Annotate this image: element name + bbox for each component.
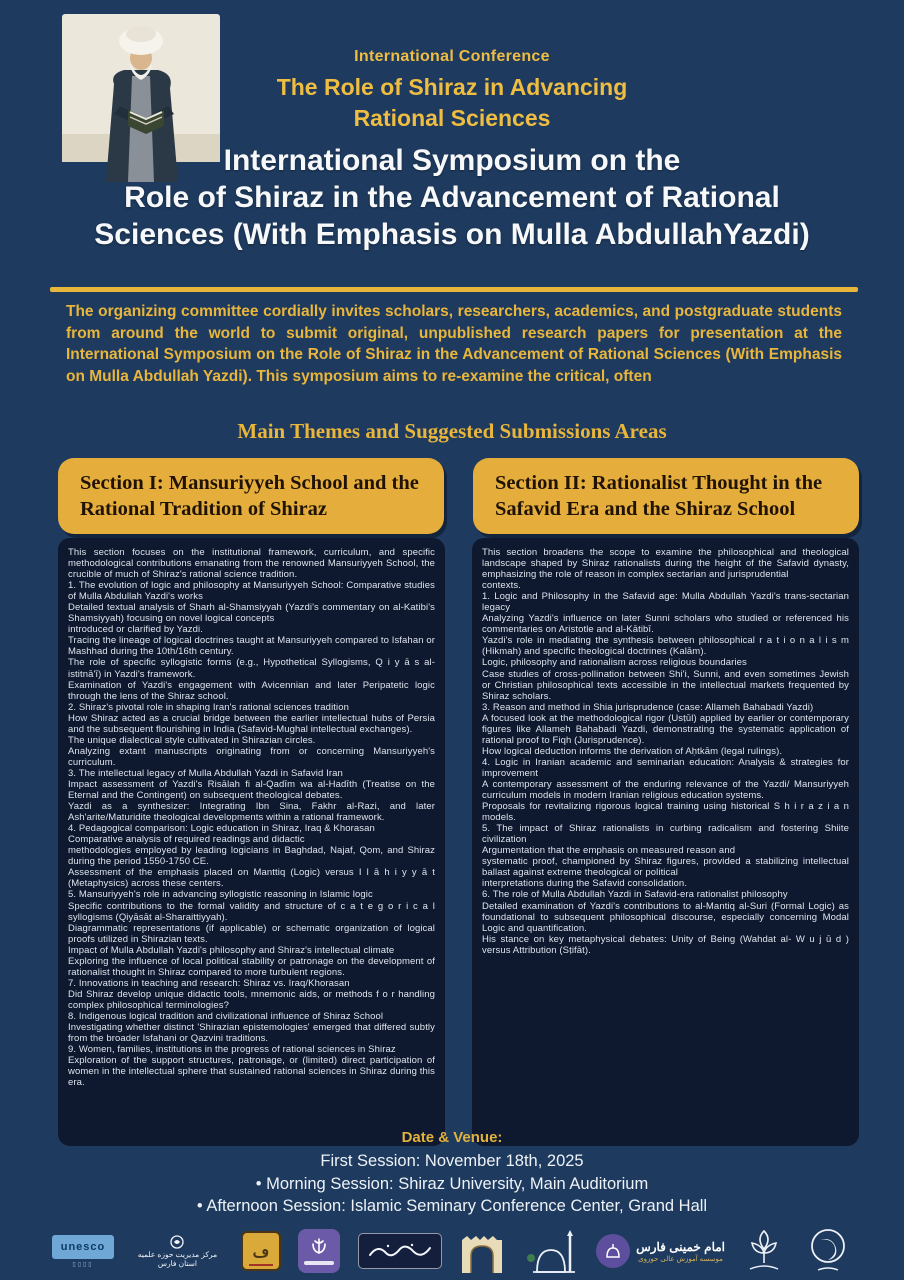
section-1-header: [58, 458, 444, 534]
section-1-paragraph: Detailed textual analysis of Sharh al-Shamsiyyah (Yazdi's commentary on al-Katibi's Shamsiyyah) focusing on novel logical concepts: [68, 602, 435, 625]
venue-line: • Morning Session: Shiraz University, Main Auditorium: [255, 1174, 649, 1193]
hawzeh-logo-text: مرکز مدیریت حوزه علمیه استان فارس: [137, 1250, 218, 1268]
section-1-body: [58, 538, 445, 1146]
section-1-paragraph: 3. The intellectual legacy of Mulla Abdullah Yazdi in Safavid Iran: [68, 767, 343, 779]
section-1-paragraph: Exploring the influence of local political stability or patronage on the development of rationalist thought in Shiraz compared to more turbulent regions.: [68, 955, 435, 978]
calligraphy-icon: [358, 1233, 442, 1269]
section-2-paragraph: Detailed examination of Yazdi's contributions to al-Mantiq al-Suri (Formal Logic) as foundational to subsequent philosophical discourse, especially concerning Modal Logic and quantification.: [482, 900, 849, 934]
gold-emblem-icon: ڡ: [241, 1231, 281, 1271]
section-2-paragraph: 1. Logic and Philosophy in the Safavid age: Mulla Abdullah Yazdi's trans-sectarian legacy: [482, 591, 849, 614]
venue-heading: Date & Venue:: [401, 1129, 503, 1146]
section-2-title-line: Section II: Rationalist Thought in the: [495, 472, 823, 494]
gold-emblem-logo: [241, 1231, 281, 1271]
section-2-paragraph: Yazdi's role in mediating the synthesis between philosophical r a t i o n a l i s m (Hikmah) and specific theological doctrines (Kalām).: [482, 635, 849, 658]
section-1-paragraph: Comparative analysis of required readings and didactic: [68, 834, 305, 846]
crescent-circle-logo: [804, 1226, 852, 1276]
section-2-paragraph: Proposals for revitalizing rigorous logical training using historical S h i r a z i a n models.: [482, 801, 849, 824]
section-1-paragraph: introduced or clarified by Yazdi.: [68, 624, 203, 636]
imam-logo-subtitle: موسسه آموزش عالی حوزوی: [638, 1255, 723, 1263]
section-2-paragraph: 6. The role of Mulla Abdullah Yazdi in Safavid-era rationalist philosophy: [482, 889, 788, 901]
shiraz-university-logo: [742, 1227, 786, 1275]
section-1-paragraph: 4. Pedagogical comparison: Logic education in Shiraz, Iraq & Khorasan: [68, 823, 375, 835]
conference-title-line1: The Role of Shiraz in Advancing: [276, 74, 628, 100]
section-1-paragraph: Specific contributions to the formal validity and structure of c a t e g o r i c a l syllogisms (Qiyāsāt al-Sharaittiyyah).: [68, 900, 435, 923]
themes-heading: Main Themes and Suggested Submissions Areas: [237, 419, 667, 443]
section-2-paragraph: contexts.: [482, 580, 521, 592]
section-2-paragraph: Analyzing Yazdi's influence on later Sunni scholars who studied or referenced his commentaries on Aristotle and al-Kātibī.: [482, 613, 849, 636]
footer-logos: [52, 1224, 852, 1278]
unesco-logo: [52, 1235, 114, 1268]
arch-madrasa-logo: [459, 1228, 505, 1274]
section-2-paragraph: 5. The impact of Shiraz rationalists in curbing radicalism and fostering Shiite civilization: [482, 823, 849, 846]
section-2-paragraph: A contemporary assessment of the enduring relevance of the Yazdi/ Mansuriyyeh curriculum models in modern Iranian religious education systems.: [482, 778, 849, 802]
section-1-paragraph: Assessment of the emphasis placed on Manttiq (Logic) versus I l ā h i y y ā t (Metaphysics) across these centers.: [68, 867, 435, 890]
section-2-paragraph: systematic proof, championed by Shiraz figures, provided a stabilizing intellectual ballast against extreme theological or political: [482, 856, 849, 879]
conference-title-line2: Rational Sciences: [353, 105, 551, 131]
imam-khomeini-fars-logo: [596, 1234, 725, 1268]
conference-label: International Conference: [354, 48, 550, 65]
venue-line: • Afternoon Session: Islamic Seminary Conference Center, Grand Hall: [196, 1197, 708, 1215]
section-2-paragraph: How logical deduction informs the derivation of Aḥtkām (legal rulings).: [482, 745, 783, 757]
venue-line: First Session: November 18th, 2025: [320, 1152, 584, 1170]
imam-logo-title: امام خمینی فارس: [636, 1239, 726, 1254]
section-2-paragraph: Case studies of cross-pollination between Shi'i, Sunni, and even sometimes Jewish or Christian philosophical texts accessible in the intellectual markets frequented by Shiraz scholars.: [482, 668, 849, 702]
section-1-paragraph: The unique dialectical style cultivated in Shirazian circles.: [68, 734, 316, 746]
section-2-paragraph: Argumentation that the emphasis on measured reason and: [482, 845, 736, 857]
section-1-paragraph: 1. The evolution of logic and philosophy at Mansuriyyeh School: Comparative studies of Mulla Abdullah Yazdi's works: [68, 580, 435, 603]
imam-logo-texts: [636, 1240, 725, 1263]
crescent-icon: [804, 1226, 852, 1276]
section-1-paragraph: The role of specific syllogistic forms (e.g., Hypothetical Syllogisms, Q i y ā s al-istitnā'ī) in Yazdi's framework.: [68, 657, 435, 680]
section-1-paragraph: Yazdi as a synthesizer: Integrating Ibn Sina, Fakhr al-Razi, and later Ash'arite/Maturidite theological developments within a rational framework.: [68, 801, 435, 824]
section-1-paragraph: 9. Women, families, institutions in the progress of rational sciences in Shiraz: [68, 1044, 396, 1056]
university-emblem-icon: [742, 1227, 786, 1275]
hawzeh-fars-logo: [131, 1234, 223, 1268]
section-1-paragraph: Investigating whether distinct 'Shirazian epistemologies' emerged that differed subtly from the broader Isfahani or Qazvini traditions.: [68, 1022, 435, 1045]
section-2-body: [472, 538, 859, 1146]
symposium-title-line: Role of Shiraz in the Advancement of Rational: [124, 181, 780, 214]
section-2-paragraph: 3. Reason and method in Shia jurisprudence (case: Allameh Bahabadi Yazdi): [482, 701, 814, 713]
section-1-paragraph: 2. Shiraz's pivotal role in shaping Iran's rational sciences tradition: [68, 701, 349, 713]
section-1-paragraph: 5. Mansuriyyeh's role in advancing syllogistic reasoning in Islamic logic: [68, 889, 373, 901]
section-1-paragraph: Examination of Yazdi's engagement with Avicennian and later Peripatetic logic through the lens of the Shiraz school.: [68, 679, 435, 702]
section-1-paragraph: Exploration of the support structures, patronage, or (limited) direct participation of women in the intellectual sphere that sustained rational sciences in Shiraz during this era.: [68, 1055, 435, 1089]
hawzeh-emblem-icon: [165, 1234, 189, 1250]
gold-divider: [50, 287, 858, 292]
symposium-title-line: Sciences (With Emphasis on Mulla AbdullahYazdi): [94, 218, 810, 251]
unesco-logo-columns-icon: ▯▯▯▯: [72, 1261, 94, 1268]
section-2-header: [473, 458, 859, 534]
section-1-paragraph: methodologies employed by leading logicians in Baghdad, Najaf, Qom, and Shiraz during the period 1550-1750 CE.: [68, 845, 435, 868]
unesco-logo-text: unesco: [52, 1235, 114, 1259]
section-2-paragraph: 4. Logic in Iranian academic and seminarian education: Analysis & strategies for improvement: [482, 756, 849, 779]
iran-emblem-icon: [298, 1229, 340, 1273]
section-1-paragraph: 8. Indigenous logical tradition and civilizational influence of Shiraz School: [68, 1010, 384, 1022]
mosque-icon: [523, 1228, 579, 1274]
section-1-paragraph: 7. Innovations in teaching and research: Shiraz vs. Iraq/Khorasan: [68, 977, 350, 989]
section-1-title-line: Section I: Mansuriyyeh School and the: [80, 472, 419, 494]
section-2-paragraph: interpretations during the Safavid consolidation.: [482, 878, 688, 890]
symposium-title: [0, 142, 904, 253]
section-1-paragraph: Impact assessment of Yazdi's Risālah fi al-Qadīm wa al-Hadīth (Treatise on the Eternal and the Contingent) on subsequent theological debates.: [68, 778, 435, 802]
section-2-title-line: Safavid Era and the Shiraz School: [495, 498, 796, 520]
section-1-paragraph: Impact of Mulla Abdullah Yazdi's philosophy and Shiraz's intellectual climate: [68, 944, 395, 956]
section-1-paragraph: Diagrammatic representations (if applicable) or schematic organization of logical proofs utilized in Shirazian texts.: [68, 922, 435, 945]
section-2-paragraph: A focused look at the methodological rigor (Usṭūl) applied by earlier or contemporary figures like Allameh Bahabadi Yazdi, demonstrating the systematic application of rational proof to Fiqh (Jurisprudence).: [482, 712, 849, 746]
calligraphy-banner-logo: [358, 1233, 442, 1269]
section-2-paragraph: Logic, philosophy and rationalism across religious boundaries: [482, 657, 747, 669]
section-1-paragraph: How Shiraz acted as a crucial bridge between the earlier intellectual hubs of Persia and the subsequent flourishing in India (Safavid-Mughal intellectual exchanges).: [68, 712, 435, 735]
section-1-paragraph: Analyzing extant manuscripts originating from or concerning Mansuriyyeh's curriculum.: [68, 745, 435, 768]
venue-lines: [0, 1150, 904, 1218]
symposium-title-line: International Symposium on the: [223, 144, 681, 177]
arch-icon: [459, 1228, 505, 1274]
section-1-paragraph: This section focuses on the institutional framework, curriculum, and specific methodological contributions emanating from the renowned Mansuriyyeh School, the crucible of much of Shiraz's rational science tradition.: [68, 547, 435, 581]
iran-emblem-logo: [298, 1229, 340, 1273]
section-1-paragraph: Did Shiraz develop unique didactic tools, mnemonic aids, or methods f o r handling complex philosophical terminologies?: [68, 988, 435, 1011]
section-1-paragraph: Tracing the lineage of logical doctrines taught at Mansuriyyeh compared to Isfahan or Mashhad during the 10th/16th century.: [68, 635, 435, 658]
section-2-paragraph: This section broadens the scope to examine the philosophical and theological landscape shaped by Shiraz rationalists during the height of the Safavid dynasty, emphasizing the role of reason in complex sectarian and jurisprudential: [482, 547, 849, 581]
section-1-title-line: Rational Tradition of Shiraz: [80, 498, 327, 520]
conference-title: [0, 72, 904, 134]
section-2-paragraph: His stance on key metaphysical debates: Unity of Being (Wahdat al- W u j ū d ) versus Attribution (Sṭifāt).: [482, 933, 849, 956]
imam-logo-dome-icon: [596, 1234, 630, 1268]
intro-paragraph: The organizing committee cordially invites scholars, researchers, academics, and postgraduate students from around the world to submit original, unpublished research papers for presentation at the International Symposium on the Role of Shiraz in the Advancement of Rational Sciences (With Emphasis on Mulla Abdullah Yazdi). This symposium aims to re-examine the critical, often: [66, 303, 842, 385]
mosque-minaret-logo: [523, 1228, 579, 1274]
